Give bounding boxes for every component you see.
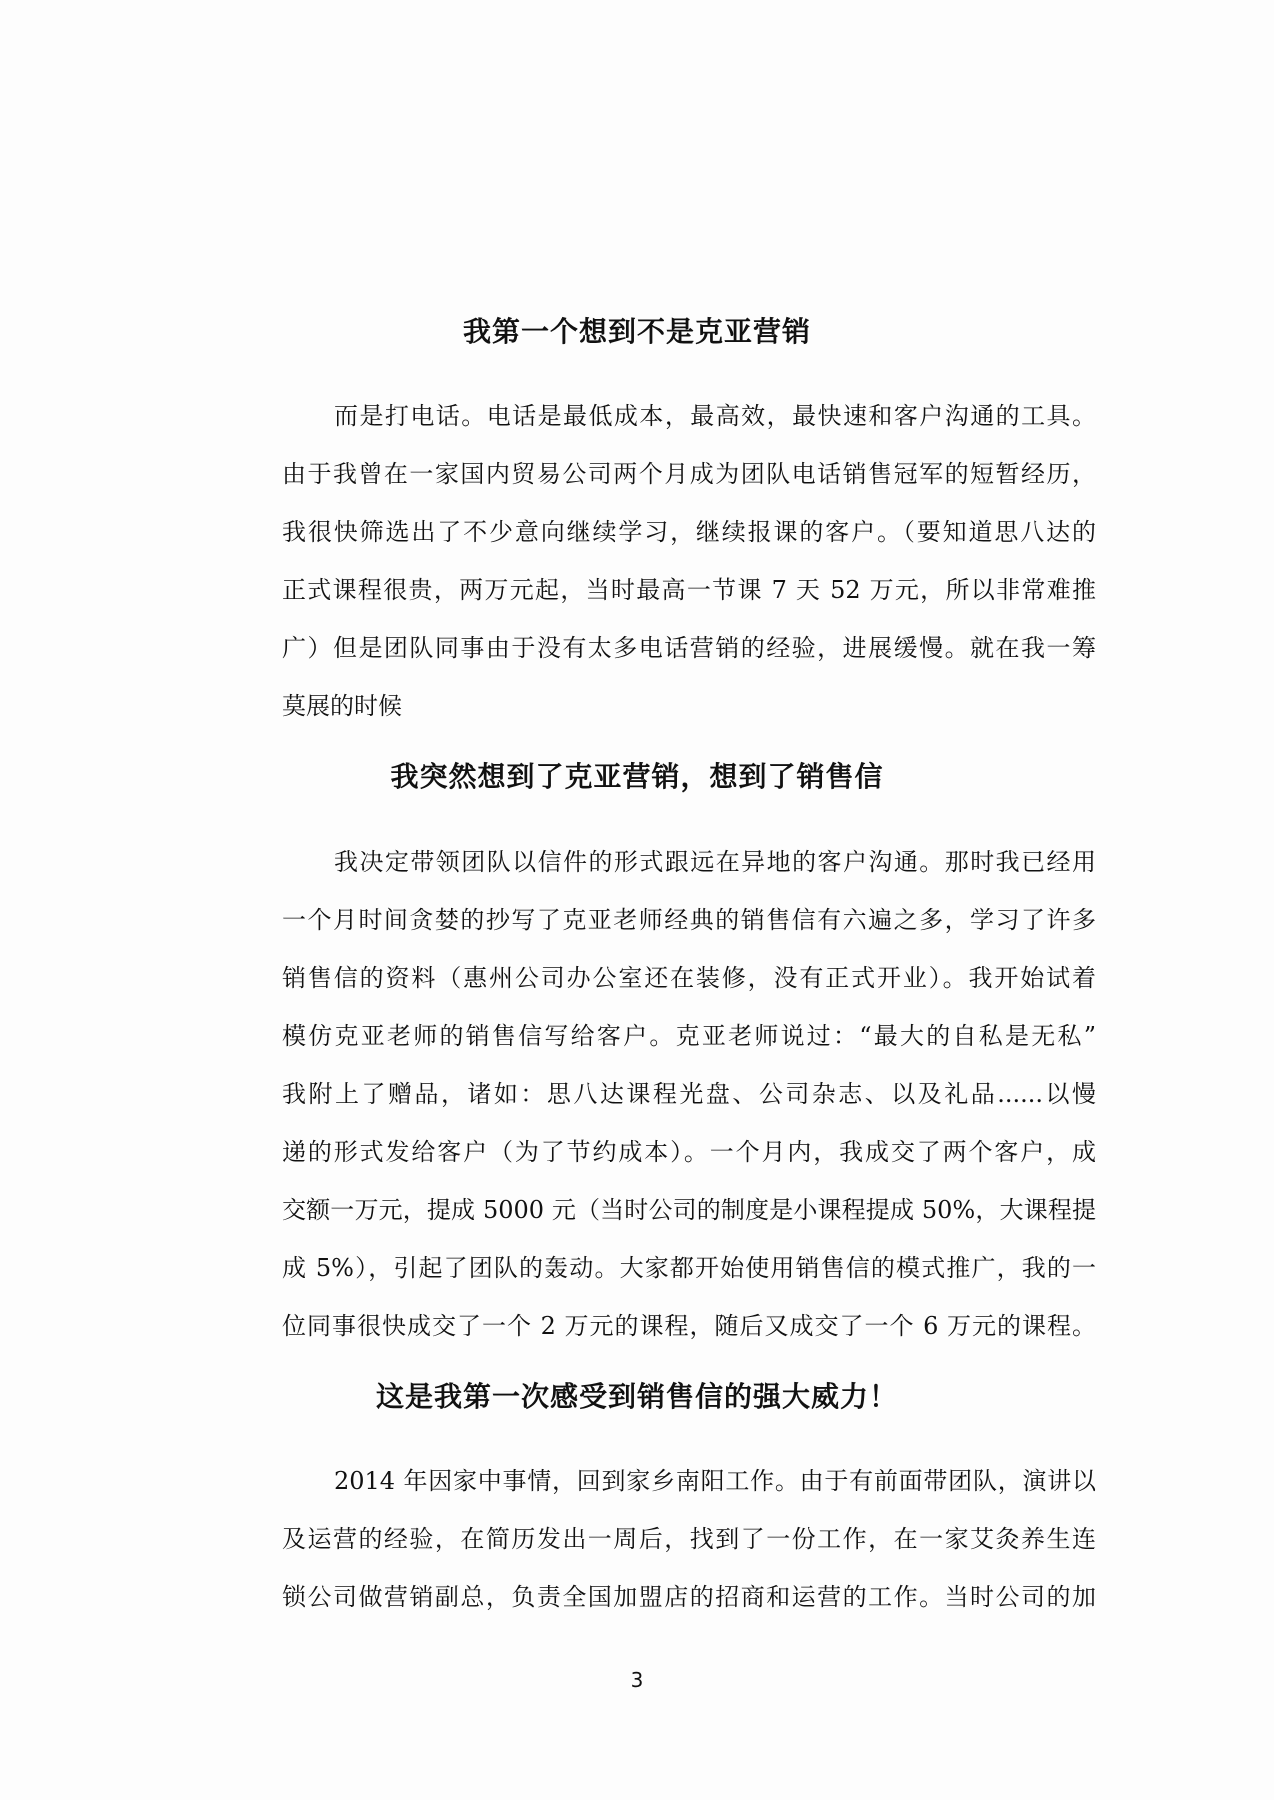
paragraph-line: 递的形式发给客户（为了节约成本）。一个月内，我成交了两个客户，成 [282,1138,1096,1166]
paragraph-line: 位同事很快成交了一个 2 万元的课程，随后又成交了一个 6 万元的课程。 [282,1312,1096,1340]
paragraph-line: 及运营的经验，在简历发出一周后，找到了一份工作，在一家艾灸养生连 [282,1525,1096,1553]
page-number: 3 [630,1668,644,1692]
paragraph-line: 销售信的资料（惠州公司办公室还在装修，没有正式开业）。我开始试着 [282,964,1096,992]
section-heading: 这是我第一次感受到销售信的强大威力！ [375,1380,898,1413]
paragraph-line: 由于我曾在一家国内贸易公司两个月成为团队电话销售冠军的短暂经历， [282,460,1096,488]
paragraph-line: 锁公司做营销副总，负责全国加盟店的招商和运营的工作。当时公司的加 [282,1583,1096,1611]
paragraph-line: 莫展的时候 [282,692,402,720]
paragraph-line: 模仿克亚老师的销售信写给客户。克亚老师说过：“最大的自私是无私” [282,1022,1096,1050]
paragraph-line: 正式课程很贵，两万元起，当时最高一节课 7 天 52 万元，所以非常难推 [282,576,1096,604]
paragraph-line: 我决定带领团队以信件的形式跟远在异地的客户沟通。那时我已经用 [334,848,1096,876]
paragraph-line: 交额一万元，提成 5000 元（当时公司的制度是小课程提成 50%，大课程提 [282,1196,1096,1224]
paragraph-line: 我附上了赠品，诸如：思八达课程光盘、公司杂志、以及礼品......以慢 [282,1080,1096,1108]
paragraph-line: 一个月时间贪婪的抄写了克亚老师经典的销售信有六遍之多，学习了许多 [282,906,1096,934]
paragraph-line: 2014 年因家中事情，回到家乡南阳工作。由于有前面带团队，演讲以 [334,1467,1096,1495]
section-heading: 我第一个想到不是克亚营销 [462,315,811,348]
paragraph-line: 而是打电话。电话是最低成本，最高效，最快速和客户沟通的工具。 [334,402,1096,430]
paragraph-line: 我很快筛选出了不少意向继续学习，继续报课的客户。（要知道思八达的 [282,518,1096,546]
section-heading: 我突然想到了克亚营销，想到了销售信 [390,760,884,793]
paragraph-line: 广）但是团队同事由于没有太多电话营销的经验，进展缓慢。就在我一筹 [282,634,1096,662]
paragraph-line: 成 5%），引起了团队的轰动。大家都开始使用销售信的模式推广，我的一 [282,1254,1096,1282]
